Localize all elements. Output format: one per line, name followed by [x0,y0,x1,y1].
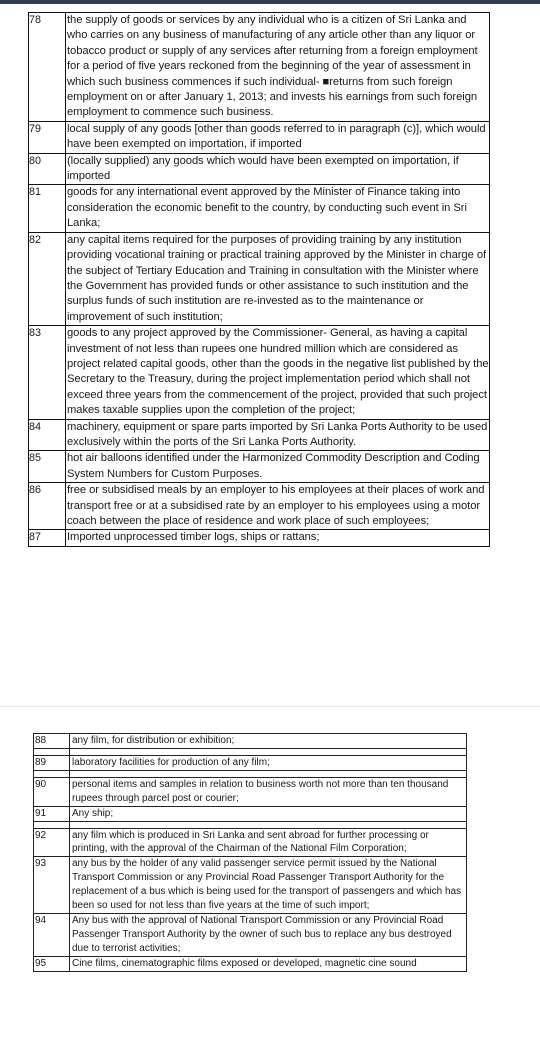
table-row [29,419,490,451]
table-row [34,913,467,956]
table-row [34,806,467,821]
row-description: Imported unprocessed timber logs, ships or rattans; [66,530,490,546]
row-number: 86 [29,483,66,530]
row-number: 82 [29,232,66,325]
exemption-table-page-2 [33,733,467,972]
row-description: any bus by the holder of any valid passenger service permit issued by the National Transport Commission or any Provincial Road Passenger Transport Authority for the replacement of a bus which is being used for the transport of passengers and which has been so used for not less than five years at the time of such import; [70,857,467,914]
table-row [29,530,490,546]
row-number: 90 [34,777,70,806]
table-row [29,185,490,232]
row-description: hot air balloons identified under the Harmonized Commodity Description and Coding System Numbers for Custom Purposes. [66,451,490,483]
table-row [29,483,490,530]
table-row [34,857,467,914]
table-row [29,326,490,419]
row-description: the supply of goods or services by any individual who is a citizen of Sri Lanka and who carries on any business of manufacturing of any article other than any liquor or tobacco product or supply of any services after returning from a foreign employment for a period of five years reckoned from the beginning of the year of assessment in which such business commences if such individual- ■returns from such foreign employment on or after January 1, 2013; and invests his earnings from such foreign employment to commence such business. [66,13,490,122]
row-number: 92 [34,828,70,857]
row-description: (locally supplied) any goods which would have been exempted on importation, if imported [66,153,490,185]
table-row [34,734,467,749]
row-number: 84 [29,419,66,451]
table-row [34,777,467,806]
row-number: 94 [34,913,70,956]
row-description: any film which is produced in Sri Lanka and sent abroad for further processing or printing, with the approval of the Chairman of the National Film Corporation; [70,828,467,857]
row-number: 81 [29,185,66,232]
row-number: 95 [34,956,70,971]
table-row [29,121,490,153]
row-number: 88 [34,734,70,749]
row-number: 80 [29,153,66,185]
table-spacer-row [34,748,467,755]
table-row [29,153,490,185]
row-description: goods to any project approved by the Commissioner- General, as having a capital investment of not less than rupees one hundred million which are considered as project related capital goods, other than the goods in the negative list published by the Secretary to the Treasury, during the project implementation period which shall not exceed three years from the commencement of the project, provided that such project makes taxable supplies upon the completion of the project; [66,326,490,419]
table-row [29,451,490,483]
row-number: 79 [29,121,66,153]
row-number: 93 [34,857,70,914]
page-gap [0,690,540,730]
row-description: any film, for distribution or exhibition; [70,734,467,749]
row-description: laboratory facilities for production of any film; [70,755,467,770]
row-number: 83 [29,326,66,419]
top-strip [0,0,540,4]
table-row [34,828,467,857]
exemption-table-1 [28,12,490,547]
row-number: 89 [34,755,70,770]
table-row [34,956,467,971]
table-row [29,232,490,325]
page-divider [0,706,540,707]
row-description: Any bus with the approval of National Transport Commission or any Provincial Road Passenger Transport Authority by the owner of such bus to replace any bus destroyed due to terrorist activities; [70,913,467,956]
table-row [34,755,467,770]
row-description: goods for any international event approved by the Minister of Finance taking into consideration the economic benefit to the country, by conducting such event in Sri Lanka; [66,185,490,232]
row-number: 78 [29,13,66,122]
row-description: any capital items required for the purposes of providing training by any institution providing vocational training or practical training approved by the Minister in charge of the subject of Tertiary Education and Training in consultation with the Minister where the Government has provided funds or other assistance to such institution and the surplus funds of such institution are re-invested as to the maintenance or improvement of such institution; [66,232,490,325]
row-number: 91 [34,806,70,821]
row-description: machinery, equipment or spare parts imported by Sri Lanka Ports Authority to be used exclusively within the ports of the Sri Lanka Ports Authority. [66,419,490,451]
exemption-table-2 [33,733,467,972]
table-spacer-row [34,770,467,777]
row-description: local supply of any goods [other than goods referred to in paragraph (c)], which would have been exempted on importation, if imported [66,121,490,153]
row-description: Cine films, cinematographic films exposed or developed, magnetic cine sound [70,956,467,971]
row-description: free or subsidised meals by an employer to his employees at their places of work and transport free or at a subsidised rate by an employer to his employees using a motor coach between the place of residence and work place of such employees; [66,483,490,530]
row-description: Any ship; [70,806,467,821]
row-description: personal items and samples in relation to business worth not more than ten thousand rupees through parcel post or courier; [70,777,467,806]
table-spacer-row [34,821,467,828]
table-row [29,13,490,122]
row-number: 85 [29,451,66,483]
exemption-table-page-1 [28,12,490,547]
row-number: 87 [29,530,66,546]
